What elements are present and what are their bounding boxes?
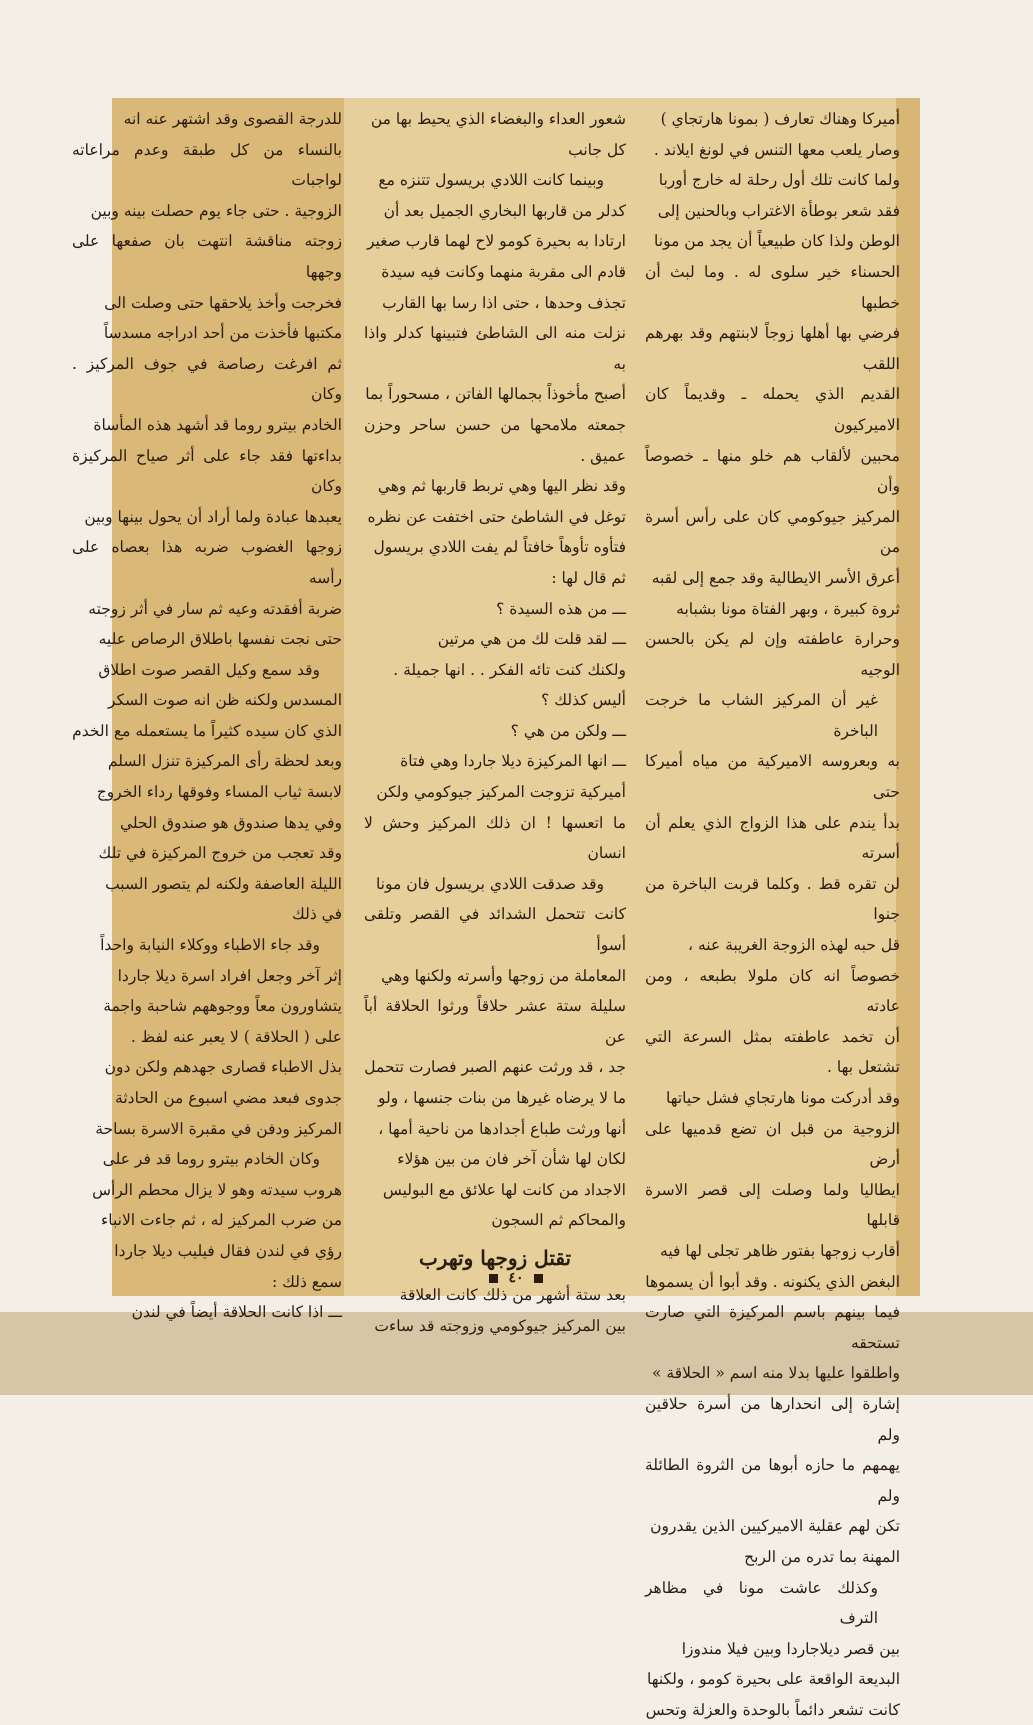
- text-line: محبين لألقاب هم خلو منها ـ خصوصاً وأن: [645, 446, 900, 496]
- text-line: كل جانب: [568, 140, 626, 159]
- text-line: بعد ستة أشهر من ذلك كانت العلاقة: [399, 1285, 626, 1304]
- text-line: قادم الى مقربة منهما وكانت فيه سيدة: [381, 262, 626, 281]
- text-line: ثم قال لها :: [551, 568, 626, 587]
- text-line: شعور العداء والبغضاء الذي يحيط بها من: [370, 110, 626, 128]
- text-line: فيما بينهم باسم المركيزة التي صارت تستحقه: [645, 1303, 900, 1352]
- text-line: جمعته ملامحها من حسن ساحر وحزن عميق .: [364, 415, 626, 465]
- text-line: أليس كذلك ؟: [541, 691, 626, 710]
- text-line: كانت تتحمل الشدائد في القصر وتلقى أسوأ: [364, 905, 626, 955]
- text-line: جدوى فبعد مضي اسبوع من الحادثة: [115, 1089, 342, 1107]
- text-line: للدرجة القصوى وقد اشتهر عنه انه: [123, 110, 342, 128]
- text-line: أميركية تزوجت المركيز جيوكومي ولكن: [376, 783, 626, 802]
- column-middle: [364, 104, 626, 1341]
- text-line: ما لا يرضاه غيرها من بنات جنسها ، ولو: [378, 1089, 626, 1107]
- page-number-square-icon: [489, 1274, 498, 1283]
- page-number: [112, 1270, 920, 1286]
- text-line: الزوجية من قبل ان تضع قدميها على أرض: [645, 1119, 900, 1169]
- text-line: لكان لها شأن آخر فان من بين هؤلاء: [397, 1150, 626, 1169]
- text-line: بين المركيز جيوكومي وزوجته قد ساءت: [374, 1316, 626, 1335]
- text-line: رؤي في لندن فقال فيليب ديلا جاردا: [114, 1241, 342, 1260]
- text-line: وصار يلعب معها التنس في لونغ ايلاند .: [653, 140, 900, 159]
- text-line: وبينما كانت اللادي بريسول تتنزه مع: [378, 171, 604, 190]
- text-line: مكتبها فأخذت من أحد ادراجه مسدساً: [103, 324, 342, 343]
- text-line: لن تقره قط . وكلما قربت الباخرة من جنوا: [645, 874, 900, 924]
- text-line: بداءتها فقد جاء على أثر صياح المركيزة وكان: [72, 446, 342, 496]
- text-line: وفي يدها صندوق هو صندوق الحلي: [119, 813, 342, 832]
- text-line: سليلة ستة عشر حلاقاً ورثوا الحلاقة أباً عن: [364, 997, 626, 1046]
- text-line: فتأوه تأوهاً خافتاً لم يفت اللادي بريسول: [373, 538, 626, 557]
- text-line: ارتادا به بحيرة كومو لاح لهما قارب صغير: [367, 232, 626, 251]
- text-line: وقد صدقت اللادي بريسول فان مونا: [375, 874, 604, 893]
- text-line: نزلت منه الى الشاطئ فتبينها كدلر واذا به: [364, 324, 626, 373]
- text-line: جد ، قد ورثت عنهم الصبر فصارت تتحمل: [364, 1058, 626, 1077]
- text-line: خصوصاً انه كان ملولا بطبعه ، ومن عادته: [645, 966, 900, 1016]
- text-line: البديعة الواقعة على بحيرة كومو ، ولكنها: [646, 1670, 900, 1689]
- text-line: زوجها الغضوب ضربه هذا بعصاه على رأسه: [72, 538, 342, 587]
- text-line: وكذلك عاشت مونا في مظاهر الترف: [645, 1578, 878, 1628]
- text-line: وقد نظر اليها وهي تربط قاربها ثم وهي: [377, 477, 626, 496]
- text-line: ـــ لقد قلت لك من هي مرتين: [437, 630, 626, 649]
- page-number-value: ٤٠: [508, 1270, 524, 1286]
- text-line: يتشاورون معاً ووجوههم شاحبة واجمة: [103, 997, 342, 1016]
- text-line: غير أن المركيز الشاب ما خرجت الباخرة: [645, 691, 878, 740]
- text-line: الذي كان سيده كثيراً ما يستعمله مع الخدم: [72, 721, 342, 740]
- text-line: واطلقوا عليها بدلا منه اسم « الحلاقة »: [652, 1364, 900, 1383]
- text-line: الليلة العاصفة ولكنه لم يتصور السبب: [105, 874, 342, 893]
- text-line: فرضي بها أهلها زوجاً لابنتهم وقد بهرهم اللقب: [645, 324, 900, 373]
- text-line: وقد جاء الاطباء ووكلاء النيابة واحداً: [100, 936, 320, 955]
- text-line: بين قصر ديلاجاردا وبين فيلا مندوزا: [681, 1639, 900, 1658]
- text-line: يهمهم ما حازه أبوها من الثروة الطائلة ولم: [645, 1456, 900, 1505]
- section-heading: تقتل زوجها وتهرب: [418, 1245, 572, 1270]
- text-line: على ( الحلاقة ) لا يعبر عنه لفظ .: [130, 1027, 342, 1046]
- text-line: ضربة أفقدته وعيه ثم سار في أثر زوجته: [88, 599, 342, 618]
- text-line: والمحاكم ثم السجون: [491, 1211, 626, 1230]
- text-line: المعاملة من زوجها وأسرته ولكنها وهي: [381, 966, 626, 985]
- text-line: وقد تعجب من خروج المركيزة في تلك: [98, 844, 342, 863]
- text-line: ولما كانت تلك أول رحلة له خارج أوربا: [658, 171, 900, 190]
- text-line: وقد أدركت مونا هارتجاي فشل حياتها: [666, 1089, 900, 1107]
- text-line: المهنة بما تدره من الربح: [744, 1547, 900, 1566]
- text-line: أنها ورثت طباع أجدادها من ناحية أمها ،: [378, 1119, 626, 1138]
- text-line: بذل الاطباء قصارى جهدهم ولكن دون: [104, 1058, 342, 1077]
- text-line: فخرجت وأخذ يلاحقها حتى وصلت الى: [104, 293, 342, 312]
- text-line: ولكنك كنت تائه الفكر . . انها جميلة .: [393, 660, 626, 679]
- text-line: زوجته مناقشة انتهت بان صفعها على وجهها: [72, 232, 342, 281]
- text-line: فقد شعر بوطأة الاغتراب وبالحنين إلى: [657, 201, 900, 220]
- text-line: من ضرب المركيز له ، ثم جاءت الانباء: [100, 1211, 342, 1230]
- text-line: إثر آخر وجعل افراد اسرة ديلا جاردا: [117, 966, 342, 985]
- text-line: القديم الذي يحمله ـ وقديماً كان الاميركيون: [645, 385, 900, 434]
- text-line: البغض الذي يكنونه . وقد أبوا أن يسموها: [645, 1272, 900, 1291]
- text-line: الحسناء خير سلوى له . وما لبث أن خطبها: [645, 262, 900, 312]
- text-line: ـــ اذا كانت الحلاقة أيضاً في لندن: [131, 1303, 342, 1322]
- text-line: ايطاليا ولما وصلت إلى قصر الاسرة قابلها: [645, 1180, 900, 1230]
- text-line: كانت تشعر دائماً بالوحدة والعزلة وتحس: [645, 1700, 900, 1719]
- text-line: ثم افرغت رصاصة في جوف المركيز . وكان: [72, 354, 342, 404]
- text-line: في ذلك: [292, 905, 342, 924]
- text-line: أقارب زوجها بفتور ظاهر تجلى لها فيه: [660, 1241, 900, 1260]
- text-line: وقد سمع وكيل القصر صوت اطلاق: [98, 660, 320, 679]
- text-line: توغل في الشاطئ حتى اختفت عن نظره: [367, 507, 626, 526]
- text-line: ـــ ولكن من هي ؟: [510, 721, 626, 740]
- column-left: [72, 104, 342, 1328]
- text-line: يعبدها عبادة ولما أراد أن يحول بينها وبين: [84, 507, 342, 526]
- text-line: وبعد لحظة رأى المركيزة تنزل السلم: [107, 752, 342, 771]
- text-line: سمع ذلك :: [272, 1272, 342, 1291]
- text-line: وحرارة عاطفته وإن لم يكن بالحسن الوجيه: [645, 630, 900, 679]
- text-line: كدلر من قاربها البخاري الجميل بعد أن: [383, 201, 626, 220]
- text-line: ـــ من هذه السيدة ؟: [496, 599, 626, 618]
- text-line: تكن لهم عقلية الاميركيين الذين يقدرون: [650, 1517, 900, 1536]
- text-line: المركيز جيوكومي كان على رأس أسرة من: [645, 507, 900, 557]
- text-line: قل حبه لهذه الزوجة الغريبة عنه ،: [688, 936, 900, 955]
- text-line: الزوجية . حتى جاء يوم حصلت بينه وبين: [90, 201, 342, 220]
- text-line: أصبح مأخوذاً بجمالها الفاتن ، مسحوراً بما: [365, 385, 626, 404]
- text-line: به وبعروسه الاميركية من مياه أميركا حتى: [645, 752, 900, 802]
- text-line: المسدس ولكنه ظن انه صوت السكر: [107, 691, 342, 710]
- text-line: ـــ انها المركيزة ديلا جاردا وهي فتاة: [400, 752, 626, 771]
- text-line: إشارة إلى انحدارها من أسرة حلاقين ولم: [645, 1394, 900, 1444]
- text-line: هروب سيدته وهو لا يزال محطم الرأس: [92, 1180, 342, 1199]
- text-line: المركيز ودفن في مقبرة الاسرة بساحة: [95, 1119, 342, 1138]
- column-right: [645, 104, 900, 1725]
- text-line: الاجداد من كانت لها علائق مع البوليس: [382, 1180, 626, 1199]
- text-line: وكان الخادم بيترو روما قد فر على: [102, 1150, 320, 1169]
- text-line: أن تخمد عاطفته بمثل السرعة التي تشتعل بها .: [645, 1027, 900, 1077]
- text-line: بدأ يندم على هذا الزواج الذي يعلم أن أسرته: [645, 813, 900, 863]
- magazine-page: [72, 98, 920, 1719]
- text-line: الوطن ولذا كان طبيعياً أن يجد من مونا: [654, 232, 900, 251]
- text-line: ثروة كبيرة ، وبهر الفتاة مونا بشبابه: [676, 599, 900, 618]
- text-line: أعرق الأسر الايطالية وقد جمع إلى لقبه: [651, 568, 900, 587]
- text-line: لابسة ثياب المساء وفوقها رداء الخروج: [96, 783, 342, 802]
- page-number-square-icon: [534, 1274, 543, 1283]
- text-line: بالنساء من كل طبقة وعدم مراعاته لواجبات: [72, 140, 342, 190]
- text-line: حتى نجت نفسها باطلاق الرصاص عليه: [98, 630, 342, 649]
- text-line: أميركا وهناك تعارف ( بمونا هارتجاي ): [660, 110, 900, 128]
- text-line: الخادم بيترو روما قد أشهد هذه المأساة: [93, 415, 342, 434]
- text-line: تجذف وحدها ، حتى اذا رسا بها القارب: [382, 293, 626, 312]
- text-line: ما اتعسها ! ان ذلك المركيز وحش لا انسان: [364, 813, 626, 863]
